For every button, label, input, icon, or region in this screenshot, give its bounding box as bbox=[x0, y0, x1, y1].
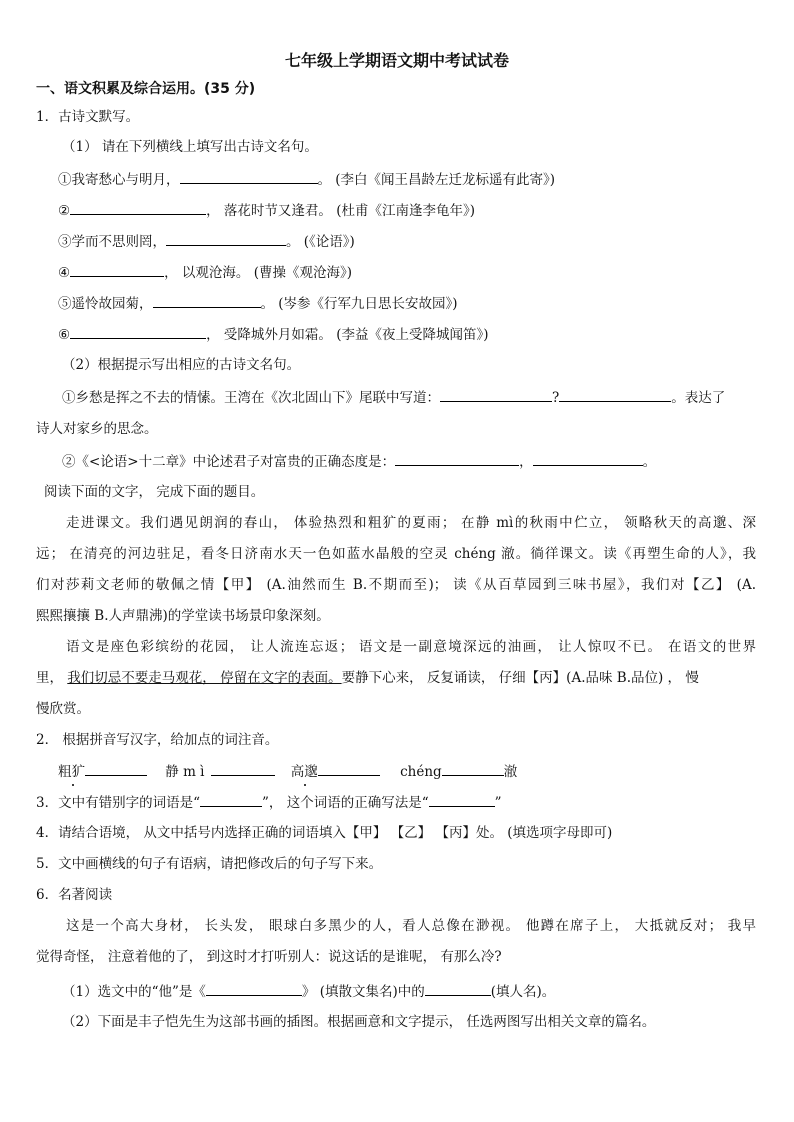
poem-line-2-post: ， 落花时节又逢君。 (杜甫《江南逢李龟年》) bbox=[206, 203, 475, 219]
answer-blank[interactable] bbox=[70, 325, 206, 339]
q1-part2-a-mid: ? bbox=[552, 390, 560, 406]
q2-items bbox=[58, 762, 517, 781]
poem-line-6 bbox=[58, 325, 488, 344]
q1-part2-a-post: 。表达了 bbox=[671, 390, 726, 406]
passage-line-underlined bbox=[36, 669, 699, 687]
q1-part2-a-cont: 诗人对家乡的思念。 bbox=[36, 421, 158, 437]
poem-line-2 bbox=[58, 201, 475, 220]
answer-blank[interactable] bbox=[70, 201, 206, 215]
q6-sub1 bbox=[62, 982, 555, 1001]
answer-blank[interactable] bbox=[440, 388, 552, 402]
poem-line-4-pre: ④ bbox=[58, 265, 71, 281]
answer-blank[interactable] bbox=[429, 793, 495, 807]
q3 bbox=[36, 793, 502, 812]
poem-line-6-pre: ⑥ bbox=[58, 327, 71, 343]
poem-line-5-post: 。 (岑参《行军九日思长安故园》) bbox=[260, 296, 458, 312]
underlined-sentence: 我们切忌不要走马观花， 停留在文字的表面。 bbox=[67, 670, 342, 686]
poem-line-5-pre: ⑤遥怜故园菊， bbox=[58, 296, 153, 312]
q5: 5．文中画横线的句子有语病，请把修改后的句子写下来。 bbox=[36, 856, 383, 872]
answer-blank[interactable] bbox=[395, 452, 519, 466]
poem-line-3-post: 。 (《论语》) bbox=[286, 234, 355, 250]
q3-pre: 3．文中有错别字的词语是“ bbox=[36, 795, 200, 811]
q6-sub1-pre: （1）选文中的“他”是《 bbox=[62, 984, 206, 1000]
q3-mid: ”， 这个词语的正确写法是“ bbox=[262, 795, 429, 811]
q6-excerpt-line: 这是一个高大身材， 长头发， 眼球白多黑少的人，看人总像在渺视。 他蹲在席子上， 大抵就反对； 我早 bbox=[66, 918, 756, 934]
passage-line: 远； 在清亮的河边驻足，看冬日济南水天一色如蓝水晶般的空灵 chéng 澈。徜徉课文。读《再塑生命的人》，我 bbox=[36, 546, 756, 562]
poem-line-4-post: ， 以观沧海。 (曹操《观沧海》) bbox=[164, 265, 352, 281]
poem-line-4 bbox=[58, 263, 352, 282]
poem-line-1 bbox=[58, 170, 555, 189]
q6-sub1-mid: 》 (填散文集名)中的 bbox=[301, 984, 425, 1000]
q1-part2-b-mid: ， bbox=[519, 454, 533, 470]
q1-part2-a-pre: ①乡愁是挥之不去的情愫。王湾在《次北固山下》尾联中写道： bbox=[62, 390, 440, 406]
q2-heading: 2． 根据拼音写汉字，给加点的词注音。 bbox=[36, 732, 279, 748]
poem-line-3-pre: ③学而不思则罔， bbox=[58, 234, 166, 250]
q1-part2-a bbox=[62, 388, 725, 407]
pinyin-word: 澈 bbox=[503, 764, 518, 780]
answer-blank[interactable] bbox=[211, 762, 275, 776]
q6-excerpt-line: 觉得奇怪， 注意着他的了， 到这时才打听别人：说这话的是谁呢， 有那么冷? bbox=[36, 949, 502, 965]
q6-sub2: （2）下面是丰子恺先生为这部书画的插图。根据画意和文字提示， 任选两图写出相关文章的篇名。 bbox=[62, 1014, 656, 1030]
q1-part2-b-post: 。 bbox=[642, 454, 657, 470]
answer-blank[interactable] bbox=[559, 388, 671, 402]
section-heading: 一、语文积累及综合运用。(35 分) bbox=[36, 81, 256, 97]
answer-blank[interactable] bbox=[166, 232, 286, 246]
exam-title: 七年级上学期语文期中考试试卷 bbox=[284, 51, 509, 70]
q1-part2-b bbox=[62, 452, 656, 471]
poem-line-6-post: ， 受降城外月如霜。 (李益《夜上受降城闻笛》) bbox=[206, 327, 489, 343]
passage-text: 里， bbox=[36, 670, 68, 686]
poem-line-1-post: 。 (李白《闻王昌龄左迁龙标遥有此寄》) bbox=[317, 172, 556, 188]
answer-blank[interactable] bbox=[206, 982, 302, 996]
passage-line: 语文是座色彩缤纷的花园， 让人流连忘返； 语文是一副意境深远的油画， 让人惊叹不已。 在语文的世界 bbox=[66, 639, 756, 655]
answer-blank[interactable] bbox=[180, 170, 318, 184]
poem-line-5 bbox=[58, 294, 458, 313]
pinyin-word: 粗犷 bbox=[58, 764, 85, 780]
q6-sub1-post: (填人名)。 bbox=[490, 984, 556, 1000]
answer-blank[interactable] bbox=[200, 793, 262, 807]
q3-post: ” bbox=[494, 795, 502, 811]
q6-heading: 6．名著阅读 bbox=[36, 887, 113, 903]
passage-line: 熙熙攘攘 B.人声鼎沸)的学堂读书场景印象深刻。 bbox=[36, 608, 330, 624]
poem-line-2-pre: ② bbox=[58, 203, 71, 219]
passage-text: 要静下心来， 反复诵读， 仔细【丙】(A.品味 B.品位) ， 慢 bbox=[341, 670, 699, 686]
q1-part2-b-pre: ②《<论语>十二章》中论述君子对富贵的正确态度是： bbox=[62, 454, 396, 470]
answer-blank[interactable] bbox=[442, 762, 504, 776]
answer-blank[interactable] bbox=[425, 982, 491, 996]
q1-part2-intro: （2）根据提示写出相应的古诗文名句。 bbox=[62, 357, 301, 373]
q1-heading: 1．古诗文默写。 bbox=[36, 109, 140, 125]
passage-line: 慢欣赏。 bbox=[36, 701, 90, 717]
reading-intro: 阅读下面的文字， 完成下面的题目。 bbox=[44, 484, 265, 500]
poem-line-1-pre: ①我寄愁心与明月， bbox=[58, 172, 180, 188]
passage-line: 们对莎莉文老师的敬佩之情【甲】 (A.油然而生 B.不期而至)； 读《从百草园到三味书屋》，我们对【乙】 (A. bbox=[36, 577, 756, 593]
q4: 4．请结合语境， 从文中括号内选择正确的词语填入【甲】 【乙】 【丙】处。 (填选项字母即可) bbox=[36, 825, 613, 841]
pinyin-word: 静 m ì bbox=[165, 764, 205, 780]
answer-blank[interactable] bbox=[153, 294, 261, 308]
answer-blank[interactable] bbox=[533, 452, 643, 466]
poem-line-3 bbox=[58, 232, 355, 251]
answer-blank[interactable] bbox=[318, 762, 380, 776]
q1-part1-intro: （1） 请在下列横线上填写出古诗文名句。 bbox=[62, 139, 318, 155]
answer-blank[interactable] bbox=[70, 263, 164, 277]
passage-line: 走进课文。我们遇见朗润的春山， 体验热烈和粗犷的夏雨； 在静 mì的秋雨中伫立， 领略秋天的高邈、深 bbox=[66, 515, 756, 531]
answer-blank[interactable] bbox=[85, 762, 147, 776]
pinyin-word: chéng bbox=[400, 764, 442, 780]
pinyin-word: 高邈 bbox=[290, 764, 318, 780]
